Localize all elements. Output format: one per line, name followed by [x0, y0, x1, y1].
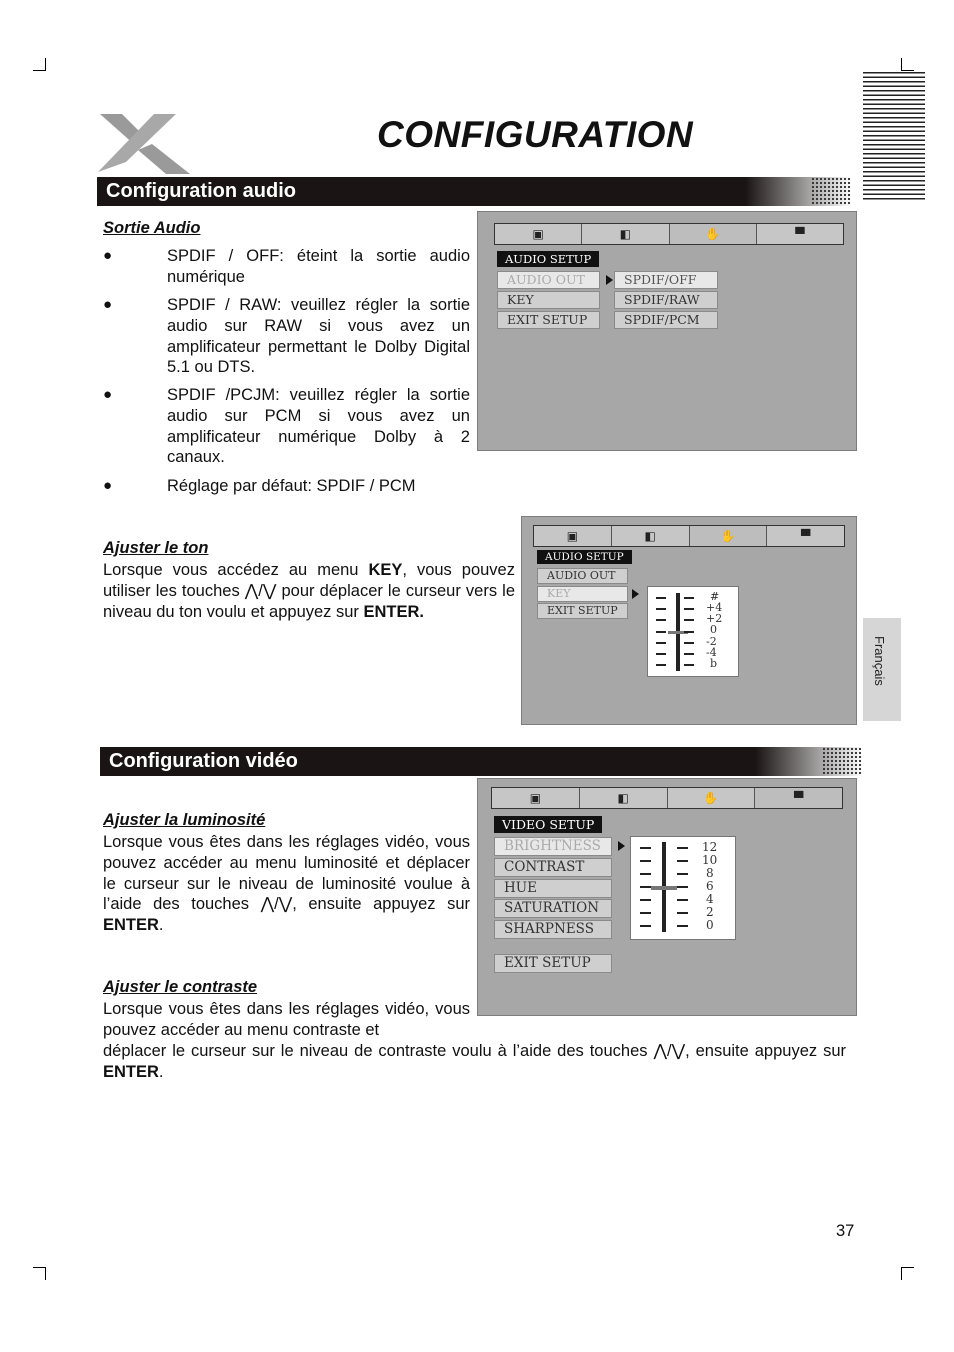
osd-icon-bar [533, 525, 845, 547]
scale-label: -2 [706, 635, 717, 648]
osd-item: SHARPNESS [494, 920, 612, 939]
scale-label: 0 [706, 918, 714, 932]
osd-item: BRIGHTNESS [494, 837, 612, 856]
scale-label: +2 [706, 612, 723, 625]
audio-icon: ✋ [690, 526, 768, 546]
text-bold-enter: ENTER [103, 916, 159, 935]
scale-label: b [710, 657, 718, 670]
osd-key-screenshot [521, 516, 857, 725]
crop-mark [45, 1267, 46, 1280]
osd-item: KEY [497, 291, 600, 309]
tv-icon: ▣ [492, 788, 580, 808]
osd-item: CONTRAST [494, 858, 612, 877]
heading-luminosite: Ajuster la luminosité [103, 811, 266, 829]
osd-option: SPDIF/RAW [614, 291, 718, 309]
heading-ajuster-ton: Ajuster le ton [103, 539, 209, 557]
scale-label: 0 [710, 623, 717, 636]
language-tab [863, 618, 901, 721]
setup-icon: ▀ [801, 529, 811, 543]
page-title: CONFIGURATION [377, 114, 694, 155]
section-title-video: Configuration vidéo [109, 750, 298, 772]
scale-label: 4 [706, 892, 714, 906]
page-number: 37 [836, 1222, 855, 1240]
header-stripes [863, 72, 925, 200]
osd-item: AUDIO OUT [497, 271, 600, 289]
tone-slider [647, 586, 739, 677]
osd-header: AUDIO SETUP [497, 251, 599, 267]
osd-exit-setup: EXIT SETUP [494, 954, 612, 973]
text-run: . [158, 1062, 164, 1081]
heading-contraste: Ajuster le contraste [103, 978, 258, 996]
osd-video-screenshot [477, 778, 857, 1016]
bullet-spdif-pcm: SPDIF /PCJM: veuillez régler la sortie audio sur PCM si vous avez un amplificateur numérique Dolby à 2 canaux. [167, 386, 470, 467]
setup-icon: ▀ [755, 788, 842, 808]
audio-icon: ✋ [670, 224, 757, 244]
bullet-spdif-off: SPDIF / OFF: éteint la sortie audio numérique [167, 247, 470, 286]
osd-item: SATURATION [494, 899, 612, 918]
scale-label: 2 [706, 905, 714, 919]
osd-item: EXIT SETUP [497, 311, 600, 329]
bullet-icon: ● [103, 477, 113, 494]
scale-label: +4 [706, 601, 723, 614]
arrow-right-icon [618, 841, 625, 851]
brand-logo-icon [96, 110, 192, 176]
language-label: Français [872, 636, 887, 686]
brightness-slider [630, 836, 736, 940]
scale-label: # [710, 590, 720, 603]
text-run: . [158, 916, 164, 935]
scale-label: 8 [706, 866, 714, 880]
section-title-audio: Configuration audio [106, 180, 296, 202]
text-run: Lorsque vous êtes dans les réglages vidéo, vous pouvez accéder au menu luminosité et déplacer le curseur sur le niveau de luminosité voulue à l’aide des touches ⋀/⋁, ensuite appuyez sur [103, 833, 470, 914]
osd-item: HUE [494, 879, 612, 898]
osd-item: KEY [537, 586, 628, 602]
osd-icon-bar [494, 223, 844, 245]
bullet-default: Réglage par défaut: SPDIF / PCM [167, 477, 416, 495]
scale-label: 12 [702, 840, 718, 854]
arrow-right-icon [606, 275, 613, 285]
dots-decoration [822, 747, 862, 776]
scale-label: -4 [706, 646, 717, 659]
section-bar-video [100, 747, 862, 776]
bullet-icon: ● [103, 247, 113, 264]
tv-icon: ▣ [534, 526, 612, 546]
osd-option: SPDIF/OFF [614, 271, 718, 289]
text-run: , vous pouvez utiliser les touches ⋀/⋁ pour déplacer le curseur vers le niveau du ton voulu et appuyez sur [103, 561, 515, 621]
text-run: déplacer le curseur sur le niveau de contraste voulu à l’aide des touches ⋀/⋁, ensuite appuyez sur [103, 1042, 846, 1060]
bullet-icon: ● [103, 386, 113, 403]
audio-icon: ✋ [668, 788, 756, 808]
dots-decoration [811, 177, 851, 206]
crop-mark [901, 1267, 902, 1280]
bullet-spdif-raw: SPDIF / RAW: veuillez régler la sortie audio sur RAW si vous avez un amplificateur permettant le Dolby Digital 5.1 ou DTS. [167, 296, 470, 377]
scale-label: 10 [702, 853, 718, 867]
osd-header: AUDIO SETUP [537, 550, 632, 564]
text-run: Lorsque vous accédez au menu [103, 561, 369, 579]
arrow-right-icon [632, 589, 639, 599]
text-bold-enter: ENTER. [363, 602, 425, 621]
osd-audio-out-screenshot [477, 211, 857, 451]
crop-mark [901, 70, 914, 71]
speaker-icon: ◧ [582, 224, 669, 244]
osd-item: AUDIO OUT [537, 568, 628, 584]
paragraph-contraste-a: Lorsque vous êtes dans les réglages vidéo, vous pouvez accéder au menu contraste et [103, 1000, 470, 1039]
tv-icon: ▣ [495, 224, 582, 244]
osd-option: SPDIF/PCM [614, 311, 718, 329]
paragraph-contraste-b [103, 1041, 846, 1083]
text-bold-enter: ENTER [103, 1062, 159, 1081]
heading-sortie-audio: Sortie Audio [103, 219, 201, 237]
osd-item: EXIT SETUP [537, 603, 628, 619]
setup-icon: ▀ [795, 227, 805, 241]
section-bar-audio [97, 177, 851, 206]
paragraph-ton [103, 560, 515, 622]
scale-label: 6 [706, 879, 714, 893]
bullet-icon: ● [103, 296, 113, 313]
crop-mark [901, 1267, 914, 1268]
speaker-icon: ◧ [612, 526, 690, 546]
text-bold-key: KEY [368, 561, 403, 579]
osd-header: VIDEO SETUP [494, 816, 602, 833]
speaker-icon: ◧ [580, 788, 668, 808]
crop-mark [45, 58, 46, 71]
crop-mark [901, 58, 902, 71]
osd-icon-bar [491, 787, 843, 809]
paragraph-luminosite [103, 832, 470, 936]
